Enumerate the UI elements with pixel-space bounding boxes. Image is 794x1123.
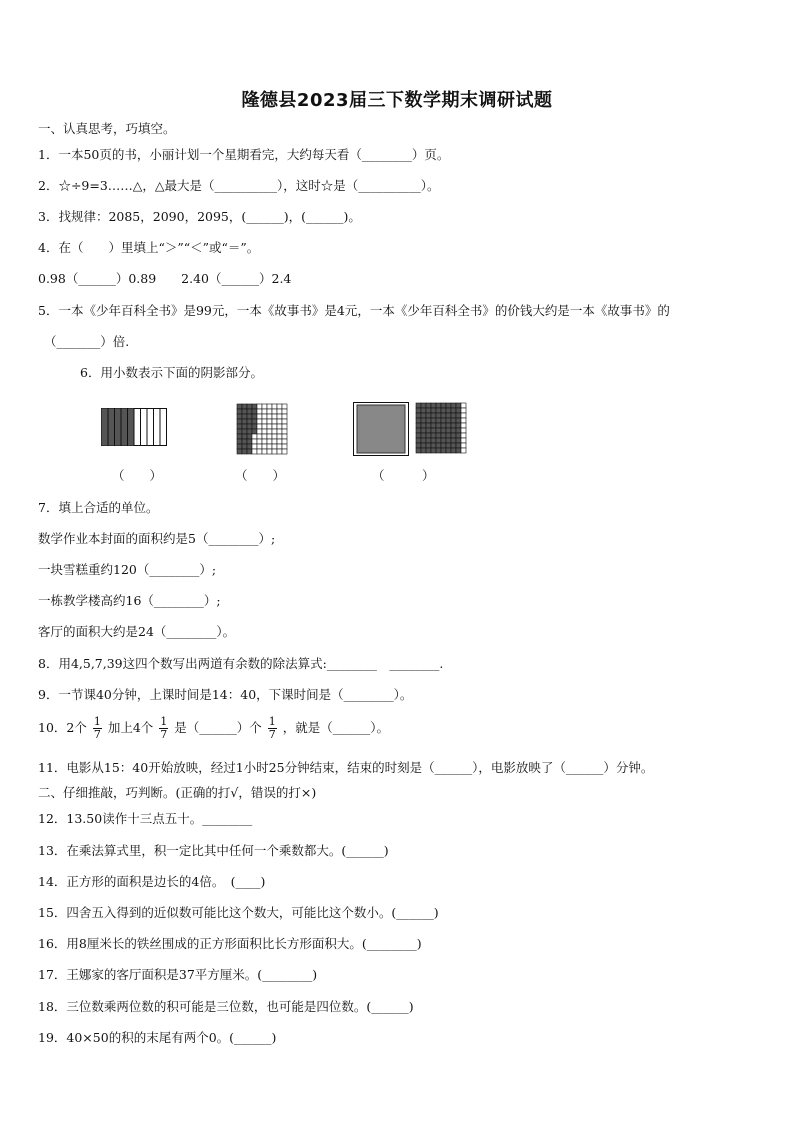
question-13: 13．在乘法算式里，积一定比其中任何一个乘数都大。(______) <box>38 843 389 858</box>
grid-cell <box>267 449 272 454</box>
grid-cell <box>277 414 282 419</box>
grid-cell <box>247 434 252 439</box>
figure-1-answer-blank[interactable]: （ ） <box>112 468 163 483</box>
fraction-one-seventh: $\frac{1}{7}$ <box>93 715 101 741</box>
grid-cell <box>426 438 431 443</box>
grid-cell <box>436 413 441 418</box>
grid-cell <box>267 414 272 419</box>
grid-cell <box>242 409 247 414</box>
grid-cell <box>421 428 426 433</box>
grid-cell <box>451 448 456 453</box>
grid-cell <box>282 434 287 439</box>
question-4-items: 0.98（______）0.89 2.40（______）2.4 <box>38 271 292 286</box>
figure-3-grid <box>415 402 467 454</box>
question-3: 3．找规律：2085，2090，2095，(______)，(______)。 <box>38 209 361 224</box>
grid-cell <box>461 428 466 433</box>
fraction-one-seventh: $\frac{1}{7}$ <box>268 715 276 741</box>
grid-cell <box>431 433 436 438</box>
grid-cell <box>282 429 287 434</box>
grid-cell <box>262 419 267 424</box>
grid-cell <box>416 413 421 418</box>
grid-cell <box>242 414 247 419</box>
grid-cell <box>426 413 431 418</box>
question-10 <box>38 716 389 741</box>
grid-cell <box>242 434 247 439</box>
grid-cell <box>441 403 446 408</box>
question-16: 16．用8厘米长的铁丝围成的正方形面积比长方形面积大。(________) <box>38 936 422 951</box>
grid-cell <box>262 409 267 414</box>
grid-cell <box>441 408 446 413</box>
grid-cell <box>277 424 282 429</box>
grid-cell <box>446 433 451 438</box>
grid-cell <box>461 403 466 408</box>
grid-cell <box>262 444 267 449</box>
grid-cell <box>252 429 257 434</box>
grid-cell <box>237 444 242 449</box>
grid-cell <box>456 418 461 423</box>
question-15: 15．四舍五入得到的近似数可能比这个数大，可能比这个数小。(______) <box>38 905 439 920</box>
grid-cell <box>267 444 272 449</box>
grid-cell <box>416 448 421 453</box>
grid-cell <box>461 413 466 418</box>
grid-cell <box>416 443 421 448</box>
figure-2-grid <box>236 403 288 455</box>
grid-cell <box>237 424 242 429</box>
grid-cell <box>421 408 426 413</box>
question-8: 8．用4,5,7,39这四个数写出两道有余数的除法算式:________ ________. <box>38 656 444 671</box>
grid-cell <box>416 433 421 438</box>
grid-cell <box>262 404 267 409</box>
grid-cell <box>431 408 436 413</box>
question-10-pre: 10．2个 <box>38 720 87 735</box>
grid-cell <box>242 404 247 409</box>
grid-cell <box>436 418 441 423</box>
figure-3-answer-blank[interactable]: （ ） <box>372 468 435 483</box>
grid-cell <box>262 429 267 434</box>
grid-cell <box>277 439 282 444</box>
grid-cell <box>277 409 282 414</box>
grid-cell <box>262 424 267 429</box>
grid-cell <box>441 423 446 428</box>
grid-cell <box>257 419 262 424</box>
grid-cell <box>431 413 436 418</box>
grid-cell <box>431 448 436 453</box>
grid-cell <box>436 408 441 413</box>
grid-cell <box>426 408 431 413</box>
grid-cell <box>431 428 436 433</box>
section-1-heading: 一、认真思考，巧填空。 <box>38 121 176 136</box>
grid-cell <box>461 423 466 428</box>
page-title: 隆德县2023届三下数学期末调研试题 <box>241 90 553 111</box>
grid-cell <box>257 434 262 439</box>
grid-cell <box>267 434 272 439</box>
question-10-post: ，就是（______）。 <box>282 720 389 735</box>
grid-cell <box>237 409 242 414</box>
grid-cell <box>451 423 456 428</box>
figure-3-full-square <box>353 402 409 456</box>
grid-cell <box>416 423 421 428</box>
grid-cell <box>242 429 247 434</box>
question-18: 18．三位数乘两位数的积可能是三位数，也可能是四位数。(______) <box>38 999 414 1014</box>
grid-cell <box>446 413 451 418</box>
grid-cell <box>426 433 431 438</box>
grid-cell <box>456 438 461 443</box>
grid-cell <box>252 419 257 424</box>
grid-cell <box>277 404 282 409</box>
question-11: 11．电影从15：40开始放映，经过1小时25分钟结束，结束的时刻是（______），电影放映了（______）分钟。 <box>38 760 654 775</box>
grid-cell <box>446 403 451 408</box>
grid-cell <box>252 409 257 414</box>
grid-cell <box>247 429 252 434</box>
grid-cell <box>456 403 461 408</box>
grid-cell <box>272 434 277 439</box>
grid-cell <box>456 433 461 438</box>
grid-cell <box>426 428 431 433</box>
grid-cell <box>272 444 277 449</box>
grid-cell <box>272 449 277 454</box>
grid-cell <box>421 438 426 443</box>
question-4: 4．在（ ）里填上“＞”“＜”或“＝”。 <box>38 240 260 255</box>
grid-cell <box>426 448 431 453</box>
grid-cell <box>277 419 282 424</box>
grid-cell <box>282 424 287 429</box>
grid-cell <box>441 448 446 453</box>
grid-cell <box>237 439 242 444</box>
grid-cell <box>446 443 451 448</box>
grid-cell <box>451 443 456 448</box>
grid-cell <box>431 423 436 428</box>
grid-cell <box>237 404 242 409</box>
grid-cell <box>237 429 242 434</box>
grid-cell <box>282 449 287 454</box>
grid-cell <box>441 443 446 448</box>
grid-cell <box>461 443 466 448</box>
grid-cell <box>277 449 282 454</box>
grid-cell <box>252 404 257 409</box>
grid-cell <box>267 439 272 444</box>
grid-cell <box>262 439 267 444</box>
grid-cell <box>252 424 257 429</box>
grid-cell <box>431 403 436 408</box>
grid-cell <box>441 438 446 443</box>
fraction-one-seventh: $\frac{1}{7}$ <box>160 715 168 741</box>
question-14: 14．正方形的面积是边长的4倍。 (____) <box>38 874 266 889</box>
grid-cell <box>431 418 436 423</box>
question-5-line2: （_______）倍. <box>44 334 130 349</box>
grid-cell <box>257 409 262 414</box>
grid-cell <box>436 443 441 448</box>
grid-cell <box>237 449 242 454</box>
grid-cell <box>247 419 252 424</box>
grid-cell <box>416 418 421 423</box>
grid-cell <box>282 404 287 409</box>
grid-cell <box>242 449 247 454</box>
question-7-d: 客厅的面积大约是24（________）。 <box>38 624 236 639</box>
question-2: 2．☆÷9=3……△，△最大是（__________），这时☆是（__________）。 <box>38 178 440 193</box>
grid-cell <box>247 414 252 419</box>
question-9: 9．一节课40分钟，上课时间是14：40，下课时间是（________）。 <box>38 687 413 702</box>
question-12: 12．13.50读作十三点五十。________ <box>38 811 253 826</box>
grid-cell <box>421 413 426 418</box>
grid-cell <box>257 414 262 419</box>
grid-cell <box>267 429 272 434</box>
question-10-mid1: 加上4个 <box>107 720 154 735</box>
grid-cell <box>446 428 451 433</box>
grid-cell <box>282 444 287 449</box>
grid-cell <box>272 409 277 414</box>
question-17: 17．王娜家的客厅面积是37平方厘米。(________) <box>38 967 318 982</box>
grid-cell <box>441 413 446 418</box>
grid-cell <box>247 424 252 429</box>
grid-cell <box>252 449 257 454</box>
grid-cell <box>451 403 456 408</box>
grid-cell <box>431 443 436 448</box>
grid-cell <box>277 434 282 439</box>
grid-cell <box>247 404 252 409</box>
grid-cell <box>257 444 262 449</box>
grid-cell <box>262 434 267 439</box>
question-7-a: 数学作业本封面的面积约是5（________）; <box>38 531 276 546</box>
grid-cell <box>421 403 426 408</box>
grid-cell <box>272 404 277 409</box>
grid-cell <box>277 444 282 449</box>
grid-cell <box>257 449 262 454</box>
grid-cell <box>446 448 451 453</box>
grid-cell <box>426 403 431 408</box>
grid-cell <box>461 433 466 438</box>
grid-cell <box>257 404 262 409</box>
grid-cell <box>272 429 277 434</box>
question-7-c: 一栋教学楼高约16（________）; <box>38 593 221 608</box>
grid-cell <box>282 419 287 424</box>
question-6-figures <box>0 400 794 490</box>
grid-cell <box>421 448 426 453</box>
grid-cell <box>252 434 257 439</box>
grid-cell <box>436 428 441 433</box>
grid-cell <box>282 439 287 444</box>
grid-cell <box>247 439 252 444</box>
grid-cell <box>416 408 421 413</box>
figure-2-answer-blank[interactable]: （ ） <box>235 468 286 483</box>
grid-cell <box>267 424 272 429</box>
grid-cell <box>242 439 247 444</box>
grid-cell <box>451 418 456 423</box>
grid-cell <box>416 438 421 443</box>
grid-cell <box>451 438 456 443</box>
grid-cell <box>426 418 431 423</box>
grid-cell <box>426 443 431 448</box>
grid-cell <box>436 433 441 438</box>
grid-cell <box>237 419 242 424</box>
figure-1-strips <box>101 408 167 446</box>
question-5-line1: 5．一本《少年百科全书》是99元，一本《故事书》是4元，一本《少年百科全书》的价钱大约是一本《故事书》的 <box>38 303 670 318</box>
grid-cell <box>267 409 272 414</box>
grid-cell <box>441 428 446 433</box>
grid-cell <box>436 438 441 443</box>
grid-cell <box>257 439 262 444</box>
grid-cell <box>247 409 252 414</box>
grid-cell <box>272 439 277 444</box>
grid-cell <box>242 419 247 424</box>
grid-cell <box>446 438 451 443</box>
grid-cell <box>242 444 247 449</box>
grid-cell <box>436 423 441 428</box>
grid-cell <box>416 403 421 408</box>
grid-cell <box>421 433 426 438</box>
grid-cell <box>441 433 446 438</box>
grid-cell <box>436 403 441 408</box>
grid-cell <box>252 414 257 419</box>
grid-cell <box>282 409 287 414</box>
grid-cell <box>451 433 456 438</box>
grid-cell <box>456 448 461 453</box>
grid-cell <box>421 443 426 448</box>
grid-cell <box>262 449 267 454</box>
question-1: 1．一本50页的书，小丽计划一个星期看完，大约每天看（________）页。 <box>38 147 450 162</box>
grid-cell <box>456 423 461 428</box>
question-10-mid2: 是（______）个 <box>174 720 262 735</box>
grid-cell <box>456 408 461 413</box>
grid-cell <box>456 428 461 433</box>
grid-cell <box>416 428 421 433</box>
grid-cell <box>446 408 451 413</box>
grid-cell <box>451 413 456 418</box>
grid-cell <box>426 423 431 428</box>
grid-cell <box>451 408 456 413</box>
grid-cell <box>247 449 252 454</box>
grid-cell <box>272 414 277 419</box>
grid-cell <box>247 444 252 449</box>
question-6: 6．用小数表示下面的阴影部分。 <box>80 365 263 380</box>
grid-cell <box>267 404 272 409</box>
grid-cell <box>282 414 287 419</box>
grid-cell <box>272 419 277 424</box>
grid-cell <box>257 429 262 434</box>
question-7: 7．填上合适的单位。 <box>38 500 159 515</box>
question-7-b: 一块雪糕重约120（________）; <box>38 562 217 577</box>
grid-cell <box>461 408 466 413</box>
grid-cell <box>262 414 267 419</box>
grid-cell <box>421 423 426 428</box>
grid-cell <box>451 428 456 433</box>
grid-cell <box>461 418 466 423</box>
grid-cell <box>277 429 282 434</box>
grid-cell <box>441 418 446 423</box>
question-19: 19．40×50的积的末尾有两个0。(______) <box>38 1030 277 1045</box>
section-2-heading: 二、仔细推敲，巧判断。(正确的打√，错误的打×) <box>38 785 317 800</box>
grid-cell <box>242 424 247 429</box>
grid-cell <box>436 448 441 453</box>
grid-cell <box>461 448 466 453</box>
grid-cell <box>456 443 461 448</box>
grid-cell <box>267 419 272 424</box>
grid-cell <box>431 438 436 443</box>
grid-cell <box>421 418 426 423</box>
grid-cell <box>446 418 451 423</box>
grid-cell <box>257 424 262 429</box>
grid-cell <box>446 423 451 428</box>
grid-cell <box>461 438 466 443</box>
grid-cell <box>237 434 242 439</box>
grid-cell <box>272 424 277 429</box>
grid-cell <box>456 413 461 418</box>
grid-cell <box>252 439 257 444</box>
grid-cell <box>237 414 242 419</box>
grid-cell <box>252 444 257 449</box>
